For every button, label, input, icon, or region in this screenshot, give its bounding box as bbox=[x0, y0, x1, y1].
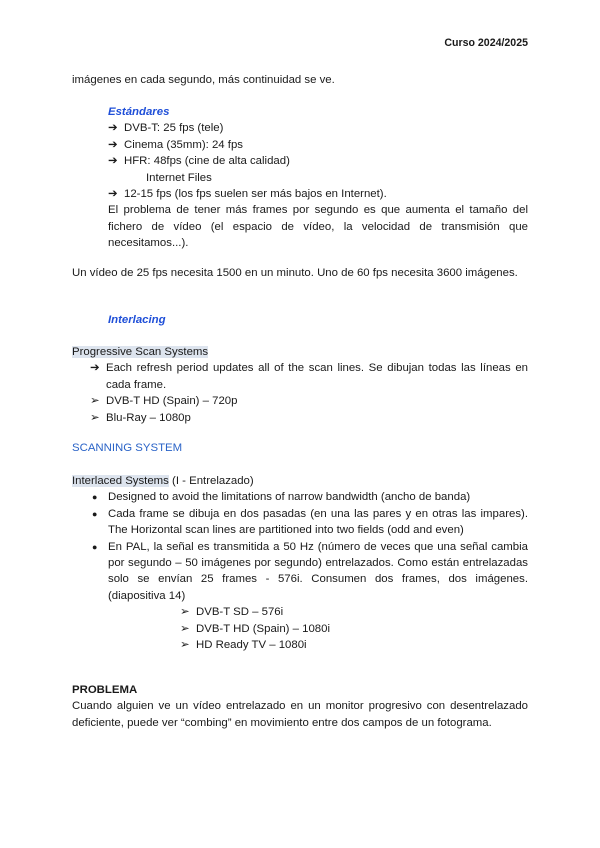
estandares-section bbox=[108, 104, 528, 252]
interlaced-title-suffix: (I - Entrelazado) bbox=[168, 475, 254, 487]
interlaced-list bbox=[72, 489, 528, 604]
intro-line: imágenes en cada segundo, más continuidad se ve. bbox=[72, 74, 335, 86]
problema-section bbox=[72, 682, 528, 731]
estandares-paragraph: El problema de tener más frames por segundo es que aumenta el tamaño del fichero de vídeo (el espacio de vídeo, la velocidad de transmisión que necesitamos...). bbox=[108, 204, 528, 250]
interlaced-sub-list bbox=[72, 604, 528, 653]
arrow-icon: ➔ bbox=[108, 138, 118, 151]
arrow-icon: ➔ bbox=[108, 155, 118, 168]
arrow-icon: ➔ bbox=[108, 188, 118, 201]
interlaced-section bbox=[72, 473, 528, 653]
chevron-icon: ➢ bbox=[90, 395, 100, 408]
bullet-icon: ● bbox=[92, 492, 98, 503]
chevron-icon: ➢ bbox=[180, 639, 190, 652]
scanning-title: SCANNING SYSTEM bbox=[72, 442, 183, 454]
progressive-list bbox=[72, 360, 528, 426]
bullet-icon: ● bbox=[92, 508, 98, 519]
list-item: Internet Files bbox=[146, 171, 212, 184]
list-item: ➢ DVB-T HD (Spain) – 720p bbox=[90, 393, 528, 409]
estandares-list bbox=[108, 120, 528, 202]
bullet-icon: ● bbox=[92, 541, 98, 552]
progressive-title: Progressive Scan Systems bbox=[72, 346, 209, 358]
list-item: ➔ Cinema (35mm): 24 fps bbox=[108, 137, 528, 153]
interlacing-title: Interlacing bbox=[108, 314, 166, 326]
list-item: ➔ Each refresh period updates all of the scan lines. Se dibujan todas las líneas en cada frame. bbox=[90, 362, 528, 391]
arrow-icon: ➔ bbox=[90, 362, 100, 375]
chevron-icon: ➢ bbox=[180, 622, 190, 635]
problema-text: Cuando alguien ve un vídeo entrelazado en un monitor progresivo con desentrelazado deficiente, puede ver “combing” en movimiento entre dos campos de un fotograma. bbox=[72, 700, 528, 729]
list-item: ➔ HFR: 48fps (cine de alta calidad) bbox=[108, 153, 528, 169]
chevron-icon: ➢ bbox=[90, 411, 100, 424]
list-item: ➢ HD Ready TV – 1080i bbox=[180, 637, 528, 653]
fps-paragraph: Un vídeo de 25 fps necesita 1500 en un minuto. Uno de 60 fps necesita 3600 imágenes. bbox=[72, 267, 518, 279]
list-item: ➢ DVB-T HD (Spain) – 1080i bbox=[180, 621, 528, 637]
interlaced-title: Interlaced Systems bbox=[72, 475, 169, 487]
list-item: ➔ DVB-T: 25 fps (tele) bbox=[108, 120, 528, 136]
list-item: ● Designed to avoid the limitations of narrow bandwidth (ancho de banda) bbox=[92, 489, 528, 505]
course-header: Curso 2024/2025 bbox=[444, 37, 528, 49]
list-item: ● Cada frame se dibuja en dos pasadas (en una las pares y en otras las impares). The Horizontal scan lines are partitioned into two fields (odd and even) bbox=[92, 507, 528, 537]
estandares-title: Estándares bbox=[108, 106, 170, 118]
list-item: ➔ 12-15 fps (los fps suelen ser más bajos en Internet). bbox=[108, 186, 528, 202]
chevron-icon: ➢ bbox=[180, 606, 190, 619]
list-item: ➢ DVB-T SD – 576i bbox=[180, 604, 528, 620]
list-item: ➢ Blu-Ray – 1080p bbox=[90, 410, 528, 426]
problema-title: PROBLEMA bbox=[72, 684, 138, 696]
list-item: ● En PAL, la señal es transmitida a 50 Hz (número de veces que una señal cambia por segundo – 50 imágenes por segundo) entrelazados. Como están entrelazadas solo se envían 25 frames - 576i. Consumen dos frames, dos imágenes. (diapositiva 14) bbox=[92, 540, 528, 602]
progressive-section bbox=[72, 344, 528, 426]
arrow-icon: ➔ bbox=[108, 122, 118, 135]
